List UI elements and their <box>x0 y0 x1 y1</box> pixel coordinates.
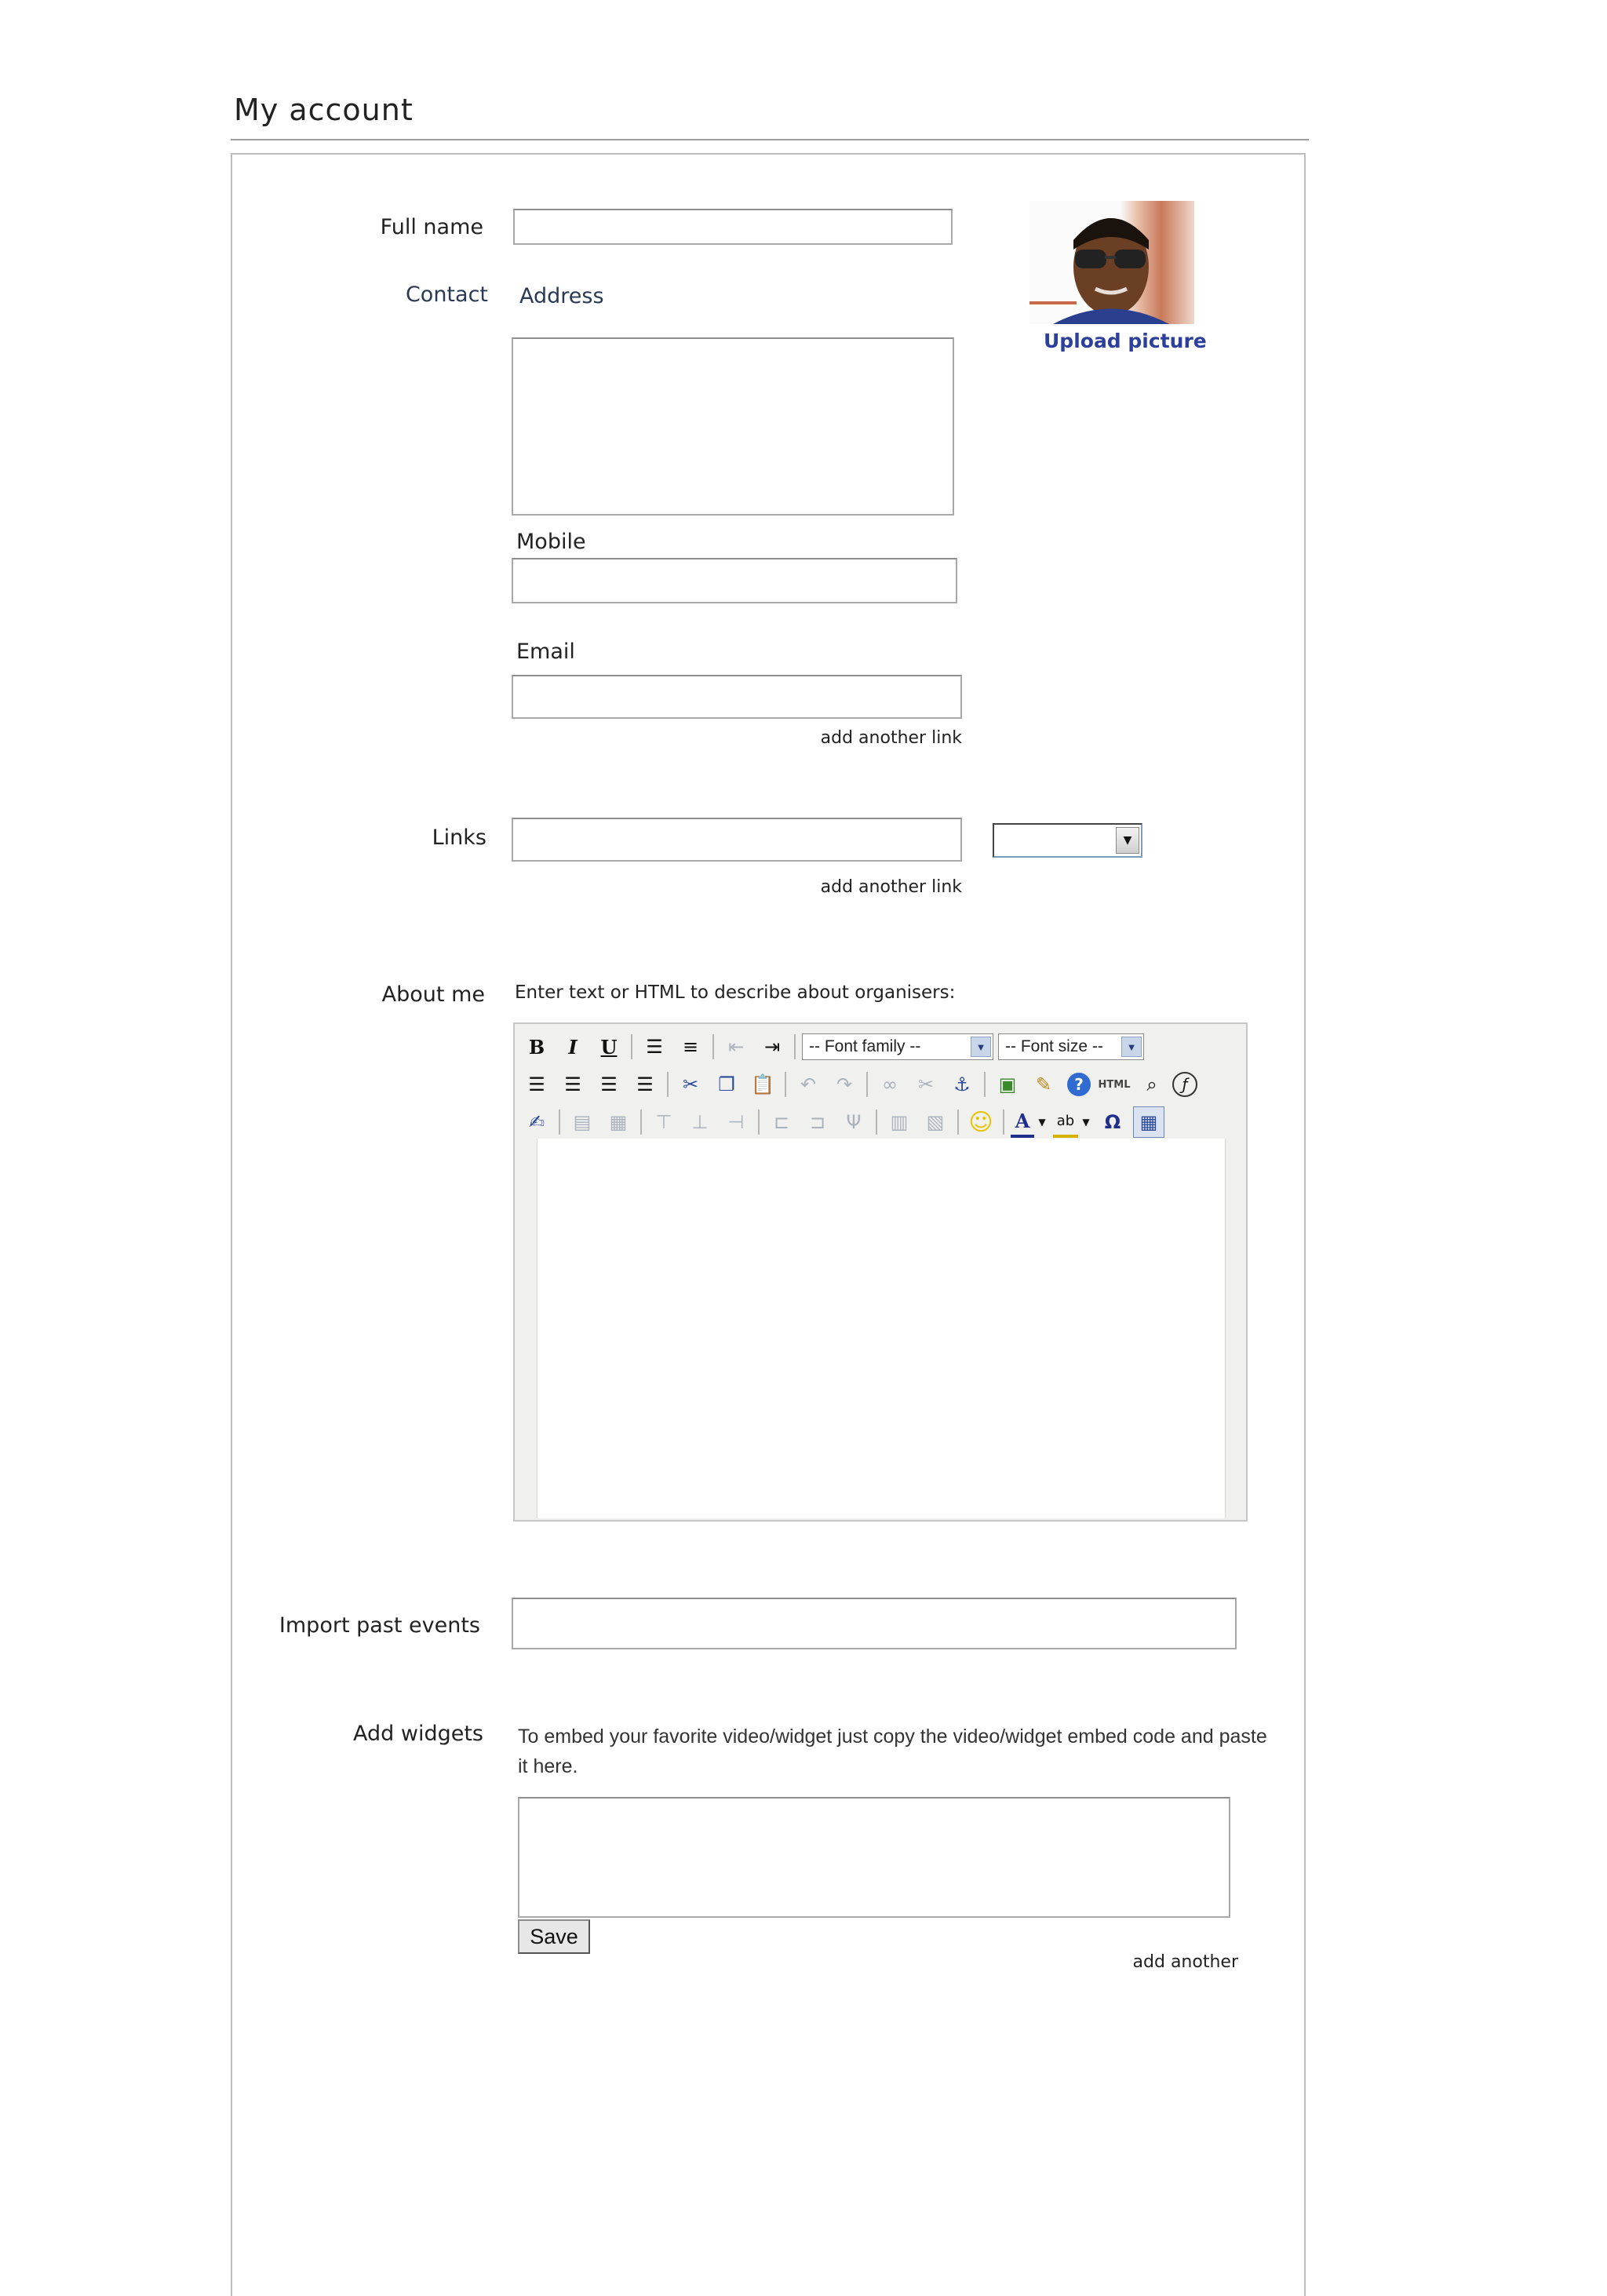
save-button[interactable]: Save <box>518 1919 590 1954</box>
title-divider <box>231 139 1309 140</box>
avatar-photo <box>1029 201 1194 324</box>
toolbar-separator <box>876 1110 877 1135</box>
about-me-hint: Enter text or HTML to describe about organisers: <box>515 982 956 1003</box>
unlink-icon[interactable]: ✂ <box>917 1073 935 1095</box>
cut-icon[interactable]: ✂ <box>682 1073 699 1095</box>
insert-col-after-icon[interactable]: ⊐ <box>809 1111 826 1133</box>
contact-label: Contact <box>405 282 488 307</box>
special-char-icon[interactable]: Ω <box>1104 1111 1121 1133</box>
links-label: Links <box>432 825 486 850</box>
edit-icon[interactable]: ✍ <box>528 1111 545 1133</box>
merge-cells-icon[interactable]: ▧ <box>926 1111 945 1133</box>
flash-icon[interactable]: ƒ <box>1172 1072 1197 1097</box>
emoticon-icon[interactable]: ☺ <box>968 1108 993 1136</box>
delete-row-icon[interactable]: ⊣ <box>727 1111 745 1133</box>
table-cell-icon[interactable]: ▦ <box>609 1111 628 1133</box>
delete-col-icon[interactable]: Ψ <box>846 1111 862 1133</box>
insert-col-before-icon[interactable]: ⊏ <box>773 1111 790 1133</box>
add-another-link-contact[interactable]: add another link <box>820 728 962 748</box>
align-left-icon[interactable]: ☰ <box>528 1073 545 1095</box>
mobile-label: Mobile <box>516 530 586 554</box>
cleanup-icon[interactable]: ✎ <box>1035 1073 1052 1095</box>
chevron-down-icon[interactable]: ▼ <box>1121 1037 1142 1057</box>
paste-icon[interactable]: 📋 <box>751 1073 774 1095</box>
indent-icon[interactable]: ⇥ <box>763 1036 781 1058</box>
highlight-color-icon[interactable]: ab <box>1053 1106 1078 1138</box>
italic-icon[interactable]: I <box>568 1035 578 1059</box>
editor-content-area[interactable] <box>537 1139 1226 1518</box>
text-color-dropdown-icon[interactable]: ▼ <box>1038 1117 1046 1128</box>
bold-icon[interactable]: B <box>528 1035 545 1059</box>
full-name-input[interactable] <box>513 209 953 245</box>
text-color-icon[interactable]: A <box>1011 1106 1034 1138</box>
chevron-down-icon[interactable]: ▼ <box>1116 827 1139 854</box>
upload-picture-link[interactable]: Upload picture <box>1044 330 1207 352</box>
add-widgets-label: Add widgets <box>353 1722 483 1746</box>
highlight-color-dropdown-icon[interactable]: ▼ <box>1082 1117 1090 1128</box>
link-icon[interactable]: ∞ <box>882 1073 898 1095</box>
html-source-icon[interactable]: HTML <box>1098 1078 1131 1091</box>
insert-row-before-icon[interactable]: ⊤ <box>655 1111 672 1133</box>
link-input[interactable] <box>512 818 962 862</box>
insert-row-after-icon[interactable]: ⊥ <box>691 1111 709 1133</box>
toolbar-separator <box>559 1110 560 1135</box>
toolbar-separator <box>712 1034 714 1059</box>
mobile-input[interactable] <box>512 558 957 603</box>
toolbar-separator <box>758 1110 760 1135</box>
email-input[interactable] <box>512 675 962 719</box>
email-label: Email <box>516 640 575 664</box>
preview-icon[interactable]: ⌕ <box>1146 1073 1157 1095</box>
toolbar-separator <box>667 1072 669 1097</box>
numbered-list-icon[interactable]: ≡ <box>682 1036 699 1058</box>
full-name-label: Full name <box>380 215 483 239</box>
underline-icon[interactable]: U <box>600 1035 618 1059</box>
editor-toolbar-row-3 <box>521 1106 1169 1139</box>
font-family-value: -- Font family -- <box>809 1037 921 1055</box>
copy-icon[interactable]: ❐ <box>718 1073 735 1095</box>
toolbar-separator <box>785 1072 786 1097</box>
add-another-link-links[interactable]: add another link <box>820 877 962 897</box>
split-cells-icon[interactable]: ▥ <box>890 1111 909 1133</box>
font-size-value: -- Font size -- <box>1005 1037 1103 1055</box>
anchor-icon[interactable]: ⚓ <box>953 1073 971 1095</box>
font-size-select[interactable] <box>998 1033 1144 1060</box>
rich-text-editor <box>513 1022 1248 1522</box>
bullet-list-icon[interactable]: ☰ <box>646 1036 663 1058</box>
image-icon[interactable]: ▣ <box>998 1073 1017 1095</box>
import-past-events-label: Import past events <box>279 1613 480 1638</box>
table-row-icon[interactable]: ▤ <box>573 1111 592 1133</box>
redo-icon[interactable]: ↷ <box>836 1073 853 1095</box>
insert-table-icon[interactable]: ▦ <box>1133 1106 1164 1138</box>
editor-toolbar-row-1 <box>521 1030 1149 1063</box>
profile-avatar <box>1029 201 1194 324</box>
link-type-select[interactable] <box>993 823 1142 858</box>
toolbar-separator <box>794 1034 796 1059</box>
font-family-select[interactable] <box>802 1033 993 1060</box>
add-another-widget-link[interactable]: add another <box>1132 1952 1238 1972</box>
help-icon[interactable]: ? <box>1067 1073 1091 1096</box>
align-center-icon[interactable]: ☰ <box>564 1073 581 1095</box>
address-textarea[interactable] <box>512 337 954 516</box>
outdent-icon[interactable]: ⇤ <box>727 1036 745 1058</box>
undo-icon[interactable]: ↶ <box>800 1073 817 1095</box>
import-past-events-input[interactable] <box>512 1598 1237 1649</box>
toolbar-separator <box>631 1034 632 1059</box>
toolbar-separator <box>957 1110 959 1135</box>
toolbar-separator <box>640 1110 642 1135</box>
toolbar-separator <box>1003 1110 1004 1135</box>
address-label: Address <box>519 284 604 308</box>
widget-embed-textarea[interactable] <box>518 1797 1230 1918</box>
editor-toolbar-row-2 <box>521 1068 1202 1101</box>
align-right-icon[interactable]: ☰ <box>600 1073 618 1095</box>
toolbar-separator <box>866 1072 868 1097</box>
chevron-down-icon[interactable]: ▼ <box>971 1037 991 1057</box>
align-justify-icon[interactable]: ☰ <box>636 1073 654 1095</box>
page-title: My account <box>234 93 414 127</box>
about-me-label: About me <box>381 982 485 1007</box>
add-widgets-hint: To embed your favorite video/widget just copy the video/widget embed code and paste it here. <box>518 1726 1267 1777</box>
toolbar-separator <box>984 1072 986 1097</box>
